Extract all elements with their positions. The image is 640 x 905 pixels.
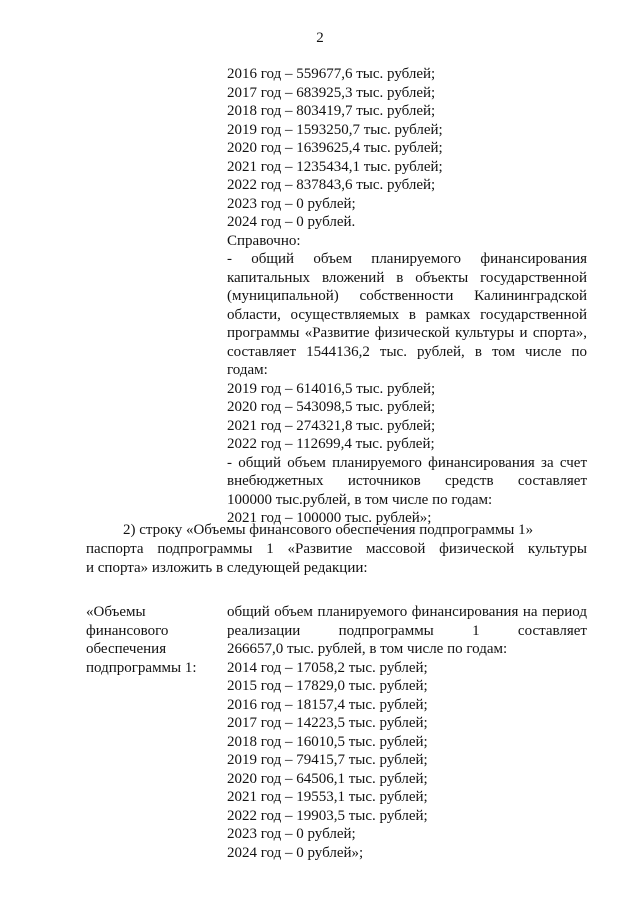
year-line: 2023 год – 0 рублей; bbox=[227, 826, 356, 842]
capital-year-line: 2022 год – 112699,4 тыс. рублей; bbox=[227, 436, 435, 452]
year-line: 2016 год – 559677,6 тыс. рублей; bbox=[227, 66, 436, 82]
label-line: финансового bbox=[86, 622, 169, 639]
offbudget-line: - общий объем планируемого финансирования за счет bbox=[227, 454, 587, 471]
page-number: 2 bbox=[316, 30, 324, 46]
paragraph-line: паспорта подпрограммы 1 «Развитие массовой физической культуры bbox=[86, 541, 587, 557]
offbudget-year-line: 2021 год – 100000 тыс. рублей»; bbox=[227, 510, 432, 526]
capital-investment-line: составляет 1544136,2 тыс. рублей, в том числе по bbox=[227, 343, 587, 360]
offbudget-line: 100000 тыс.рублей, в том числе по годам: bbox=[227, 491, 493, 508]
year-line: 2024 год – 0 рублей»; bbox=[227, 844, 364, 861]
paragraph-line: и спорта» изложить в следующей редакции: bbox=[86, 560, 368, 576]
year-line: 2017 год – 14223,5 тыс. рублей; bbox=[227, 715, 428, 731]
year-line: 2023 год – 0 рублей; bbox=[227, 195, 356, 212]
label-line: подпрограммы 1: bbox=[86, 659, 197, 676]
amendment-paragraph bbox=[86, 521, 587, 578]
capital-investment-line: области, осуществляемых в рамках государственной bbox=[227, 306, 587, 323]
year-line: 2017 год – 683925,3 тыс. рублей; bbox=[227, 84, 436, 101]
description-line: реализации подпрограммы 1 составляет bbox=[227, 622, 587, 639]
year-line: 2020 год – 64506,1 тыс. рублей; bbox=[227, 770, 428, 787]
offbudget-line: внебюджетных источников средств составляет bbox=[227, 473, 587, 489]
description-line: общий объем планируемого финансирования на период bbox=[227, 604, 587, 620]
funding-by-year-block bbox=[227, 65, 587, 528]
description-line: 266657,0 тыс. рублей, в том числе по годам: bbox=[227, 641, 508, 657]
year-line: 2021 год – 19553,1 тыс. рублей; bbox=[227, 789, 428, 805]
year-line: 2022 год – 19903,5 тыс. рублей; bbox=[227, 807, 428, 824]
year-line: 2018 год – 803419,7 тыс. рублей; bbox=[227, 103, 436, 119]
capital-investment-line: (муниципальной) собственности Калининградской bbox=[227, 288, 587, 304]
paragraph-line: 2) строку «Объемы финансового обеспечения подпрограммы 1» bbox=[123, 522, 534, 538]
year-line: 2014 год – 17058,2 тыс. рублей; bbox=[227, 659, 428, 676]
capital-investment-line: капитальных вложений в объекты государственной bbox=[227, 269, 587, 286]
subprogram-funding-block bbox=[227, 603, 587, 862]
capital-year-line: 2020 год – 543098,5 тыс. рублей; bbox=[227, 399, 436, 415]
year-line: 2024 год – 0 рублей. bbox=[227, 214, 356, 230]
subprogram-label bbox=[86, 603, 216, 677]
year-line: 2021 год – 1235434,1 тыс. рублей; bbox=[227, 158, 443, 175]
reference-label: Справочно: bbox=[227, 232, 301, 249]
capital-year-line: 2021 год – 274321,8 тыс. рублей; bbox=[227, 417, 436, 434]
label-line: «Объемы bbox=[86, 604, 146, 620]
year-line: 2019 год – 79415,7 тыс. рублей; bbox=[227, 752, 428, 768]
label-line: обеспечения bbox=[86, 641, 167, 657]
year-line: 2016 год – 18157,4 тыс. рублей; bbox=[227, 696, 428, 713]
year-line: 2022 год – 837843,6 тыс. рублей; bbox=[227, 177, 436, 193]
year-line: 2015 год – 17829,0 тыс. рублей; bbox=[227, 678, 428, 694]
year-line: 2020 год – 1639625,4 тыс. рублей; bbox=[227, 140, 443, 156]
capital-investment-line: программы «Развитие физической культуры и спорта», bbox=[227, 325, 587, 341]
capital-investment-line: - общий объем планируемого финансирования bbox=[227, 251, 587, 267]
capital-year-line: 2019 год – 614016,5 тыс. рублей; bbox=[227, 380, 436, 397]
capital-investment-line: годам: bbox=[227, 362, 268, 378]
year-line: 2019 год – 1593250,7 тыс. рублей; bbox=[227, 121, 443, 138]
year-line: 2018 год – 16010,5 тыс. рублей; bbox=[227, 733, 428, 750]
